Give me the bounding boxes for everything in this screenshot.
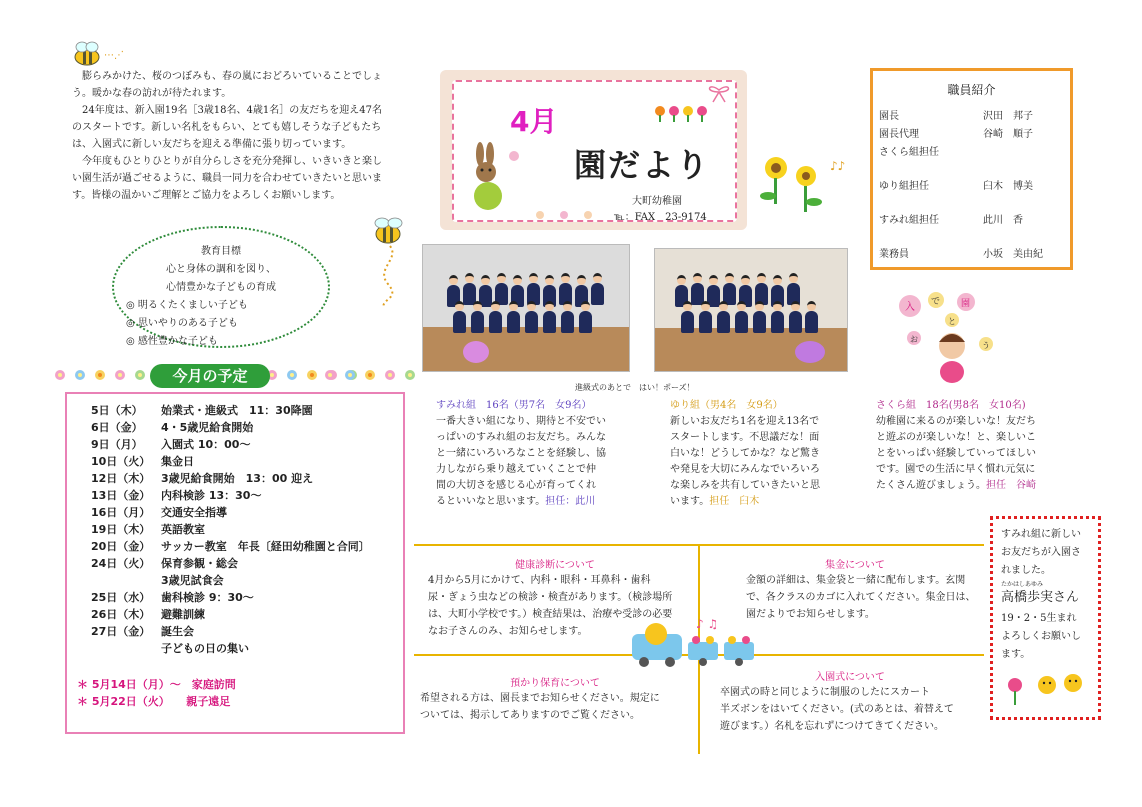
section-text-line: ついては、掲示してありますのでご覧ください。 [420, 710, 640, 721]
class-teacher: 担任 臼木 [709, 496, 760, 507]
section-text-line: 4月から5月にかけて、内科・眼科・耳鼻科・歯科 [428, 575, 651, 586]
staff-name: 此川 香 [983, 215, 1023, 226]
schedule-item: 9日（月） 入園式 10：00～ [91, 438, 251, 451]
class-text-line: っぱいのすみれ組のお友だち。みんな [436, 432, 606, 443]
class-text-line: たくさん遊びましょう。 [876, 480, 986, 491]
svg-text:お: お [910, 335, 918, 344]
class-sumire [436, 398, 626, 510]
education-goals [112, 226, 330, 348]
care-text [420, 690, 696, 724]
rabbit-icon [462, 142, 522, 220]
ceremony-title: 入園式について [815, 672, 885, 683]
class-text-line: な楽しみを共有していきたいと思 [670, 480, 820, 491]
svg-text:♪ ♫: ♪ ♫ [696, 617, 719, 631]
schedule-item: 24日（火） 保育参観・総会 [91, 557, 238, 570]
goals-item: ◎ 感性豊かな子ども [126, 336, 218, 347]
schedule-item: 27日（金） 誕生会 [91, 625, 194, 638]
goals-item: ◎ 思いやりのある子ども [126, 318, 238, 329]
staff-name: 臼木 博美 [983, 181, 1033, 192]
health-title: 健康診断について [515, 560, 595, 571]
title-board [440, 70, 747, 230]
goals-title: 教育目標 [201, 246, 241, 257]
goals-line: 心情豊かな子どもの育成 [166, 282, 276, 293]
staff-role: 園長 [879, 111, 899, 122]
new-student-greeting: ます。 [1001, 649, 1031, 660]
schedule-item: 子どもの日の集い [161, 642, 249, 655]
schedule-item: 12日（木） 3歳児給食開始 13：00 迎え [91, 472, 314, 485]
flower-icon [534, 206, 614, 225]
class-text-line: とをいっぱい経験していってほしい [876, 448, 1036, 459]
svg-text:で: で [931, 297, 941, 307]
class-text-line: 白いな！どうしてかな？など驚き [670, 448, 820, 459]
tulip-icon [654, 104, 714, 126]
schedule-box [65, 392, 405, 734]
fee-title: 集金について [825, 560, 885, 571]
intro-paragraph: 膨らみかけた、桜のつぼみも、春の嵐におどろいていることでしょう。暖かな春の訪れが待たれます。 [72, 71, 382, 99]
schedule-item: 19日（木） 英語教室 [91, 523, 205, 536]
title-board-frame [452, 80, 737, 222]
schedule-note: ＊ 5月22日（火） 親子遠足 [77, 695, 231, 708]
staff-role: ゆり組担任 [879, 181, 929, 192]
new-student-name: 高橋歩実さん [1001, 590, 1080, 605]
newsletter-title: 園だより [574, 146, 711, 184]
class-title: さくら組 18名(男8名 女10名) [876, 400, 1026, 411]
class-teacher: 担任：此川 [545, 496, 596, 507]
intro-text [72, 68, 390, 204]
class-text-line: 幼稚園に来るのが楽しいな！友だち [876, 416, 1036, 427]
staff-role: さくら組担任 [879, 147, 939, 158]
tulip-bee-icon [1003, 665, 1089, 713]
staff-role: すみれ組担任 [879, 215, 939, 226]
class-yuri [670, 398, 840, 510]
schedule-item: 6日（金） 4・5歳児給食開始 [91, 421, 254, 434]
month-label: 4月 [510, 105, 558, 138]
train-icon [626, 614, 764, 674]
section-text-line: 半ズボンをはいてください。(式のあとは、着替えて [720, 704, 954, 715]
class-photo [422, 244, 630, 372]
staff-role: 業務員 [879, 249, 909, 260]
class-teacher: 担任 谷崎 [986, 480, 1036, 491]
svg-text:園: 園 [961, 299, 971, 309]
class-text-line: です。園での生活に早く慣れ元気に [876, 464, 1036, 475]
schedule-item: 10日（火） 集金日 [91, 455, 194, 468]
new-student-text: お友だちが入園さ [1001, 547, 1081, 558]
goals-line: 心と身体の調和を図り、 [166, 264, 276, 275]
schedule-note: ＊ 5月14日（月）～ 家庭訪問 [77, 678, 236, 691]
svg-text:と: と [948, 317, 956, 326]
new-student-ruby: たかはしあゆみ [1001, 581, 1044, 588]
class-text-line: スタートします。不思議だな！面 [670, 432, 820, 443]
svg-text:う: う [982, 341, 990, 350]
new-student-greeting: よろしくお願いし [1001, 631, 1081, 642]
schedule-item: 3歳児試食会 [161, 574, 224, 587]
class-text-line: います。 [670, 496, 710, 507]
schedule-item: 25日（水） 歯科検診 9：30～ [91, 591, 254, 604]
class-text-line: 一番大きい組になり、期待と不安でい [436, 416, 606, 427]
class-title: ゆり組（男4名 女9名） [670, 400, 783, 411]
fee-text [746, 572, 986, 623]
class-text-line: や発見を大切にみんなでいろいろ [670, 464, 820, 475]
section-text-line: 園だよりでお知らせします。 [746, 609, 875, 620]
photo-caption: 進級式のあとで はい！ポーズ！ [575, 383, 695, 392]
section-text-line: なお子さんのみ、お知らせします。 [428, 626, 588, 637]
staff-name: 沢田 邦子 [983, 111, 1033, 122]
schedule-item: 5日（木） 始業式・進級式 11：30降園 [91, 404, 313, 417]
bee-icon [370, 214, 410, 314]
section-text-line: 尿・ぎょう虫などの検診・検査があります。（検診場所 [428, 592, 673, 603]
staff-box [870, 68, 1073, 270]
new-student-text: れました。 [1001, 565, 1051, 576]
schedule-item: 16日（月） 交通安全指導 [91, 506, 227, 519]
staff-name: 小坂 美由紀 [983, 249, 1043, 260]
schedule-item: 26日（木） 避難訓練 [91, 608, 205, 621]
class-text-line: と一緒にいろいろなことを経験し、協 [436, 448, 606, 459]
section-text-line: 遊びます。）名札を忘れずにつけてきてください。 [720, 721, 944, 732]
care-title: 預かり保育について [510, 678, 600, 689]
new-student-birth: 19・2・5生まれ [1001, 613, 1077, 624]
section-text-line: で、各クラスのカゴに入れてください。集金日は、 [746, 592, 976, 603]
section-text-line: 卒園式の時と同じように制服のしたにスカート [720, 687, 930, 698]
section-text-line: は、大町小学校です。）検査結果は、治療や受診の必要 [428, 609, 673, 620]
class-text-line: るといいなと思います。 [436, 496, 546, 507]
class-text-line: 間の大切さを感じる心が育ってくれ [436, 480, 596, 491]
school-tel: ℡：FAX 23-9174 [614, 212, 707, 223]
schedule-title: 今月の予定 [150, 364, 270, 388]
staff-role: 園長代理 [879, 129, 919, 140]
svg-text:♪♪: ♪♪ [830, 159, 846, 173]
svg-text:入: 入 [905, 302, 915, 313]
sunflower-icon [758, 150, 868, 220]
intro-paragraph: 今年度もひとりひとりが自分らしさを充分発揮し、いきいきと楽しい園生活が過ごせるように、職員一同力を合わせていきたいと思います。皆様の温かいご理解とご協力をよろしくお願いします。 [72, 156, 382, 201]
new-student-box [990, 516, 1101, 720]
staff-name: 谷崎 順子 [983, 129, 1033, 140]
section-text-line: 希望される方は、園長までお知らせください。規定に [420, 693, 660, 704]
sparkle-icon: ⋯⋰ [104, 50, 124, 61]
class-sakura [876, 398, 1056, 494]
school-name: 大町幼稚園 [632, 196, 682, 207]
intro-paragraph: 24年度は、新入園19名［3歳18名、4歳1名］の友だちを迎え47名のスタートです。新しい名札をもらい、とても嬉しそうな子どもたちは、入園式に新しい友だちを迎える準備に張り切っています。 [72, 105, 382, 150]
class-title: すみれ組 16名（男7名 女9名） [436, 400, 592, 411]
class-text-line: 新しいお友だち1名を迎え13名で [670, 416, 820, 427]
class-photo [654, 248, 848, 372]
schedule-item: 13日（金） 内科検診 13：30～ [91, 489, 262, 502]
goals-item: ◎ 明るくたくましい子ども [126, 300, 248, 311]
staff-title: 職員紹介 [947, 83, 996, 97]
class-text-line: 力しながら乗り越えていくことで仲 [436, 464, 596, 475]
entrance-girl-icon [896, 292, 996, 388]
schedule-item: 20日（金） サッカー教室 年長〔経田幼稚園と合同〕 [91, 540, 370, 553]
class-text-line: と遊ぶのが楽しいな！と、楽しいこ [876, 432, 1036, 443]
section-text-line: 金額の詳細は、集金袋と一緒に配布します。玄関 [746, 575, 966, 586]
ceremony-text [720, 684, 982, 735]
new-student-text: すみれ組に新しい [1001, 529, 1081, 540]
